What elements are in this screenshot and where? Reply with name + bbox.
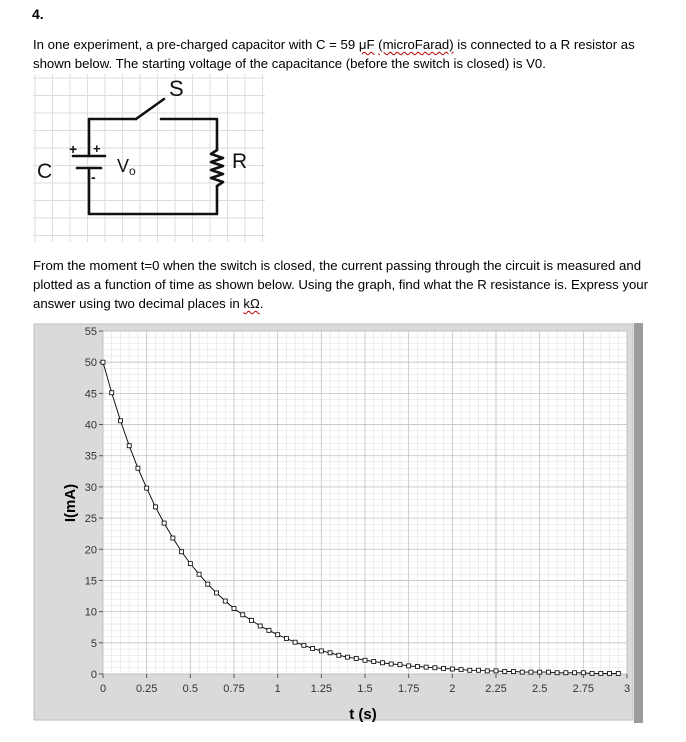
data-point: [293, 640, 297, 644]
data-point: [188, 562, 192, 566]
data-point: [590, 671, 594, 675]
data-point: [503, 670, 507, 674]
data-point: [415, 665, 419, 669]
data-point: [101, 360, 105, 364]
x-tick-label: 2.5: [532, 683, 548, 695]
data-point: [319, 649, 323, 653]
data-point: [197, 572, 201, 576]
x-tick-label: 3: [623, 683, 631, 695]
microfarad-word: (microFarad): [378, 37, 454, 52]
current-vs-time-chart: [33, 323, 643, 723]
data-point: [249, 618, 253, 622]
resistor-label: R: [232, 150, 248, 173]
data-point: [171, 536, 175, 540]
y-tick-label: 15: [84, 575, 97, 588]
data-point: [180, 550, 184, 554]
data-point: [608, 671, 612, 675]
data-point: [573, 671, 577, 675]
x-tick-label: 1.5: [357, 683, 373, 695]
data-point: [564, 671, 568, 675]
instructions-text-before: From the moment t=0 when the switch is closed, the current passing through the circuit is measured and plotted as a function of time as shown below. Using the graph, find what the R resistance is. Express your answer using two decimal places in: [33, 258, 649, 311]
data-point: [485, 669, 489, 673]
data-point: [616, 671, 620, 675]
data-point: [380, 661, 384, 665]
unit-microfarad-symbol: μF: [358, 37, 375, 52]
instructions-text-after: .: [259, 296, 264, 311]
data-point: [468, 668, 472, 672]
x-tick-label: 0: [99, 683, 107, 695]
data-point: [398, 663, 402, 667]
data-point: [284, 636, 288, 640]
y-tick-label: 0: [90, 669, 97, 681]
x-tick-label: 2.75: [572, 683, 595, 695]
data-point: [206, 582, 210, 586]
data-point: [433, 666, 437, 670]
data-point: [337, 653, 341, 657]
data-point: [346, 655, 350, 659]
circuit-wires: [73, 99, 223, 214]
data-point: [450, 667, 454, 671]
plus-sign-right: +: [93, 141, 101, 156]
y-tick-label: 5: [90, 637, 97, 650]
data-point: [302, 643, 306, 647]
plus-sign-left: +: [69, 141, 78, 157]
circuit-diagram: [33, 74, 265, 242]
unit-kohm: kΩ: [243, 296, 260, 311]
x-tick-label: 0.75: [223, 683, 245, 695]
y-tick-label: 20: [84, 544, 97, 557]
y-tick-label: 25: [84, 513, 97, 526]
x-tick-label: 2.25: [485, 683, 507, 695]
data-point: [241, 613, 245, 617]
y-tick-label: 35: [84, 450, 97, 463]
x-tick-label: 0.5: [182, 683, 198, 695]
data-point: [372, 660, 376, 664]
data-point: [389, 662, 393, 666]
data-point: [529, 670, 533, 674]
x-tick-label: 1.25: [310, 683, 333, 695]
y-axis-label: I(mA): [62, 483, 79, 523]
x-tick-label: 1: [274, 683, 281, 695]
data-point: [162, 521, 166, 525]
minus-sign: -: [91, 169, 96, 185]
instructions-paragraph: [33, 256, 653, 313]
voltage-label: V: [117, 156, 130, 176]
intro-text-before: In one experiment, a pre-charged capacitor with C = 59: [33, 37, 359, 52]
y-tick-label: 10: [84, 606, 97, 619]
data-point: [136, 466, 140, 470]
data-point: [477, 668, 481, 672]
voltage-subscript: o: [129, 164, 136, 178]
data-point: [215, 591, 219, 595]
data-point: [459, 668, 463, 672]
intro-paragraph: [33, 35, 653, 73]
y-tick-label: 50: [84, 357, 97, 370]
data-point: [145, 486, 149, 490]
data-point: [328, 651, 332, 655]
y-tick-label: 40: [84, 419, 97, 432]
y-tick-label: 30: [84, 481, 97, 494]
data-point: [223, 599, 227, 603]
y-tick-label: 55: [84, 326, 97, 338]
data-point: [363, 658, 367, 662]
intro-text-after: is connected to a R resistor as shown below. The starting voltage of the capacitance (before the switch is closed) is V0.: [33, 37, 635, 71]
x-axis-label: t (s): [349, 706, 377, 723]
data-point: [424, 665, 428, 669]
data-point: [599, 671, 603, 675]
data-point: [127, 444, 131, 448]
capacitor-label: C: [37, 160, 53, 183]
data-point: [267, 628, 271, 632]
resistor-zigzag: [211, 150, 223, 186]
switch-label: S: [169, 76, 184, 101]
data-point: [232, 607, 236, 611]
data-point: [555, 671, 559, 675]
data-point: [581, 671, 585, 675]
data-point: [258, 624, 262, 628]
x-tick-label: 1.75: [397, 683, 420, 695]
data-point: [511, 670, 515, 674]
data-point: [153, 505, 157, 509]
data-point: [538, 670, 542, 674]
data-point: [546, 670, 550, 674]
circuit-grid: [33, 74, 265, 242]
data-point: [118, 419, 122, 423]
data-point: [311, 646, 315, 650]
data-point: [407, 664, 411, 668]
data-point: [276, 633, 280, 637]
data-point: [110, 391, 114, 395]
y-tick-label: 45: [84, 388, 97, 401]
data-point: [520, 670, 524, 674]
data-point: [442, 666, 446, 670]
x-tick-label: 2: [449, 683, 456, 695]
chart-frame-edge: [634, 323, 643, 723]
x-tick-label: 0.25: [135, 683, 158, 695]
data-point: [494, 669, 498, 673]
data-point: [354, 656, 358, 660]
question-number: 4.: [32, 6, 44, 22]
